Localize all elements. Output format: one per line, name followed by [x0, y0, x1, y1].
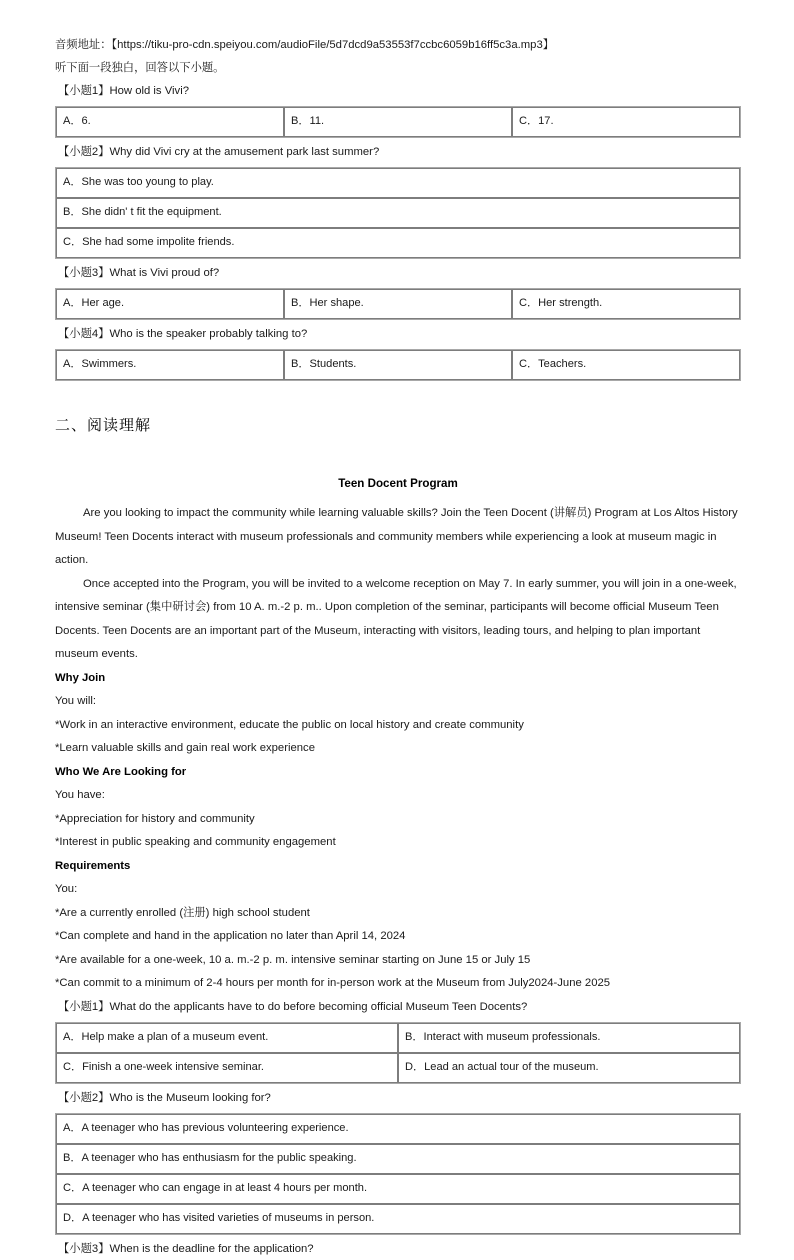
option-row: [56, 1023, 740, 1053]
subsection-bullet: *Are a currently enrolled (注册) high school student: [55, 906, 310, 919]
subsection-bullet: *Can commit to a minimum of 2-4 hours per month for in-person work at the Museum from July2024-June 2025: [55, 977, 611, 989]
listening-instruction: 听下面一段独白，回答以下小题。: [55, 62, 225, 74]
question-stem: 【小题4】Who is the speaker probably talking to?: [58, 328, 308, 340]
option-row: [56, 1144, 740, 1174]
audio-address-line: [55, 34, 741, 57]
option-cell[interactable]: B．She didn' t fit the equipment.: [56, 198, 740, 228]
option-cell[interactable]: A．6.: [56, 107, 284, 137]
option-cell[interactable]: C．A teenager who can engage in at least 4 hours per month.: [56, 1174, 740, 1204]
option-row: [56, 168, 740, 198]
subsection-bullet: *Interest in public speaking and community engagement: [55, 836, 336, 848]
option-cell[interactable]: D．A teenager who has visited varieties of museums in person.: [56, 1204, 740, 1234]
option-row: [56, 1174, 740, 1204]
option-row: [56, 1114, 740, 1144]
option-cell[interactable]: D．Lead an actual tour of the museum.: [398, 1053, 740, 1083]
subsection-bullet: *Appreciation for history and community: [55, 812, 255, 825]
subsection-lead: You:: [55, 883, 78, 895]
subsection-lead: You have:: [55, 789, 105, 801]
listening-question-list: [55, 80, 741, 381]
option-table: [55, 1022, 741, 1084]
document-content: [55, 34, 741, 1260]
option-row: [56, 198, 740, 228]
option-cell[interactable]: C．Her strength.: [512, 289, 740, 319]
option-cell[interactable]: A．Her age.: [56, 289, 284, 319]
subsection-heading: Requirements: [55, 859, 131, 872]
option-cell[interactable]: C．17.: [512, 107, 740, 137]
article-subsection-list: [55, 667, 741, 996]
audio-address-url: 【https://tiku-pro-cdn.speiyou.com/audioFile/5d7dcd9a53553f7ccbc6059b16ff5c3a.mp3】: [111, 39, 555, 51]
subsection-bullet: *Work in an interactive environment, educate the public on local history and create community: [55, 718, 524, 731]
article-title: Teen Docent Program: [338, 477, 458, 490]
option-row: [56, 1053, 740, 1083]
article-paragraph: Are you looking to impact the community while learning valuable skills? Join the Teen Docent (讲解员) Program at Los Altos History Museum! Teen Docents interact with museum professionals and community members while experiencing a look at museum magic in action.: [55, 507, 738, 566]
subsection-heading: Who We Are Looking for: [55, 765, 187, 778]
option-table: [55, 288, 741, 320]
spacer: [55, 495, 741, 502]
option-cell[interactable]: A．She was too young to play.: [56, 168, 740, 198]
option-row: [56, 107, 740, 137]
question-stem: 【小题2】Why did Vivi cry at the amusement park last summer?: [58, 146, 380, 158]
question-stem: 【小题3】When is the deadline for the application?: [58, 1242, 314, 1255]
reading-section-heading: 二、阅读理解: [55, 417, 152, 434]
option-table: [55, 106, 741, 138]
option-cell[interactable]: B．11.: [284, 107, 512, 137]
option-cell[interactable]: C．Finish a one-week intensive seminar.: [56, 1053, 398, 1083]
option-row: [56, 1204, 740, 1234]
option-cell[interactable]: A．A teenager who has previous volunteering experience.: [56, 1114, 740, 1144]
question-stem: 【小题3】What is Vivi proud of?: [58, 267, 220, 279]
question-stem: 【小题1】What do the applicants have to do before becoming official Museum Teen Docents?: [58, 1000, 528, 1013]
option-table: [55, 349, 741, 381]
question-stem: 【小题2】Who is the Museum looking for?: [58, 1091, 271, 1104]
subsection-bullet: *Learn valuable skills and gain real work experience: [55, 742, 315, 754]
option-row: [56, 350, 740, 380]
option-cell[interactable]: B．Her shape.: [284, 289, 512, 319]
subsection-bullet: *Can complete and hand in the application no later than April 14, 2024: [55, 930, 406, 942]
subsection-bullet: *Are available for a one-week, 10 a. m.-2 p. m. intensive seminar starting on June 15 or July 15: [55, 953, 531, 966]
option-cell[interactable]: A．Help make a plan of a museum event.: [56, 1023, 398, 1053]
subsection-heading: Why Join: [55, 671, 106, 684]
option-table: [55, 1113, 741, 1235]
article-paragraph: Once accepted into the Program, you will be invited to a welcome reception on May 7. In early summer, you will join in a one-week, intensive seminar (集中研讨会) from 10 A. m.-2 p. m.. Upon completion of the seminar, participants will become official Museum Teen Docents. Teen Docents are an important part of the Museum, interacting with visitors, leading tours, and helping to plan important museum events.: [55, 577, 737, 660]
question-stem: 【小题1】How old is Vivi?: [58, 85, 190, 97]
option-cell[interactable]: C．She had some impolite friends.: [56, 228, 740, 258]
subsection-lead: You will:: [55, 695, 97, 707]
option-table: [55, 167, 741, 259]
option-cell[interactable]: B．Interact with museum professionals.: [398, 1023, 740, 1053]
reading-question-list: [55, 996, 741, 1260]
spacer: [55, 445, 741, 473]
option-cell[interactable]: B．Students.: [284, 350, 512, 380]
audio-address-label: 音频地址：: [55, 39, 112, 51]
option-row: [56, 289, 740, 319]
option-cell[interactable]: C．Teachers.: [512, 350, 740, 380]
option-row: [56, 228, 740, 258]
option-cell[interactable]: B．A teenager who has enthusiasm for the public speaking.: [56, 1144, 740, 1174]
option-cell[interactable]: A．Swimmers.: [56, 350, 284, 380]
